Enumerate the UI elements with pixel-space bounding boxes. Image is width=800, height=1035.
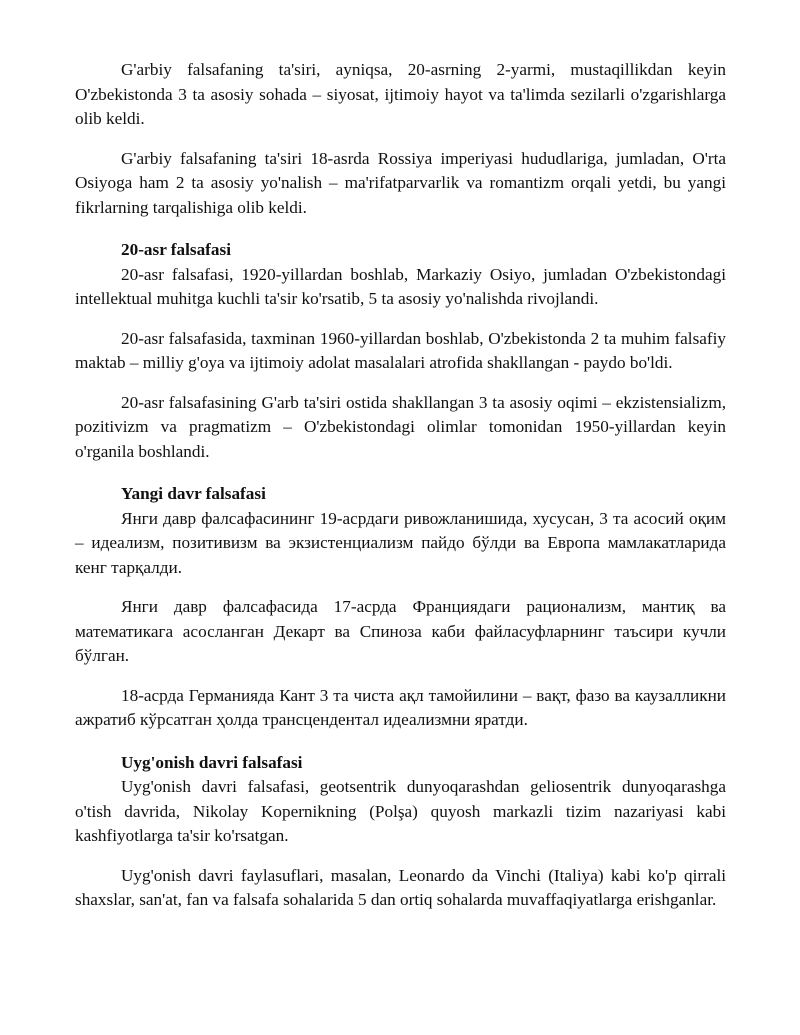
paragraph: Янги давр фалсафасининг 19-асрдаги ривожланишида, хусусан, 3 та асосий оқим – идеализм, позитивизм ва экзистенциализм пайдо бўлди ва Европа мамлакатларида кенг тарқалди. [75,508,726,577]
paragraph: G'arbiy falsafaning ta'siri 18-asrda Rossiya imperiyasi hududlariga, jumladan, O'rta Osiyoga ham 2 ta asosiy yo'nalish – ma'rifatparvarlik va romantizm orqali yetdi, bu yangi fikrlarning tarqalishiga olib keldi. [75,148,726,217]
section-heading: 20-asr falsafasi [121,240,231,259]
paragraph: Янги давр фалсафасида 17-асрда Франциядаги рационализм, мантиқ ва математикага асосланган Декарт ва Спиноза каби файласуфларнинг таъсири кучли бўлган. [75,597,726,665]
paragraph: G'arbiy falsafaning ta'siri, ayniqsa, 20-asrning 2-yarmi, mustaqillikdan keyin O'zbekistonda 3 ta asosiy sohada – siyosat, ijtimoiy hayot va ta'limda sezilarli o'zgarishlarga olib keldi. [75,60,726,128]
paragraph: 20-asr falsafasining G'arb ta'siri ostida shakllangan 3 ta asosiy oqimi – ekzistensializm, pozitivizm va pragmatizm – O'zbekistondagi olimlar tomonidan 1950-yillardan keyin o'rganila boshlandi. [75,392,726,461]
section-heading: Uyg'onish davri falsafasi [121,752,303,772]
paragraph: 20-asr falsafasida, taxminan 1960-yillardan boshlab, O'zbekistonda 2 ta muhim falsafiy maktab – milliy g'oya va ijtimoiy adolat masalalari atrofida shakllangan - paydo bo'ldi. [75,328,726,372]
paragraph: 18-асрда Германияда Кант 3 та чиста ақл тамойилини – вақт, фазо ва каузалликни ажратиб кўрсатган ҳолда трансцендентал идеализмни яратди. [75,685,726,729]
section-heading: Yangi davr falsafasi [121,484,266,503]
paragraph: 20-asr falsafasi, 1920-yillardan boshlab, Markaziy Osiyo, jumladan O'zbekistondagi intellektual muhitga kuchli ta'sir ko'rsatib, 5 ta asosiy yo'nalishda rivojlandi. [75,264,726,308]
paragraph: Uyg'onish davri faylasuflari, masalan, Leonardo da Vinchi (Italiya) kabi ko'p qirrali shaxslar, san'at, fan va falsafa sohalarida 5 dan ortiq sohalarda muvaffaqiyatlarga erishganlar. [75,865,726,909]
document-page [75,58,726,913]
paragraph: Uyg'onish davri falsafasi, geotsentrik dunyoqarashdan geliosentrik dunyoqarashga o'tish davrida, Nikolay Kopernikning (Polşa) quyosh markazli tizim nazariyasi kabi kashfiyotlarga ta'sir ko'rsatgan. [75,777,726,845]
